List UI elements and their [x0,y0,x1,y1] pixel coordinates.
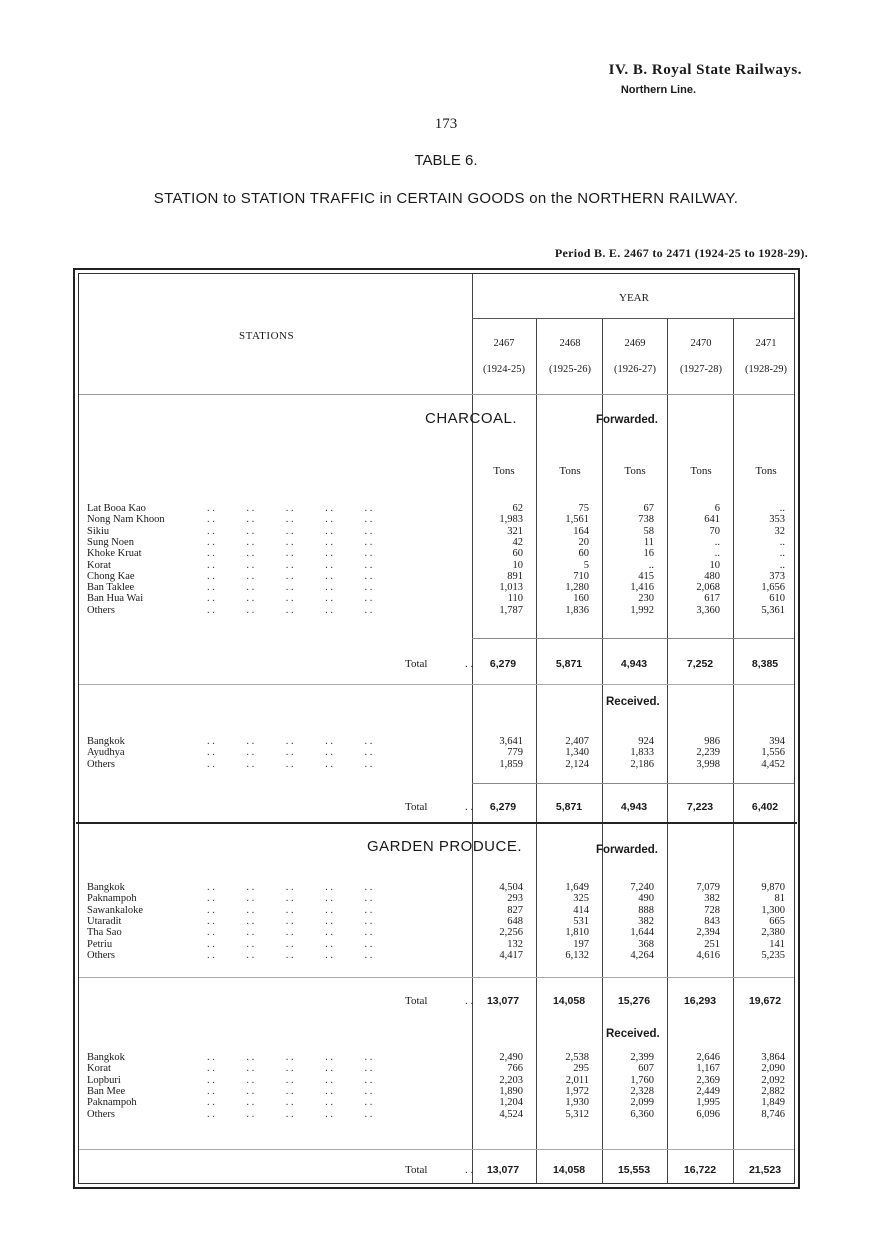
leader-dots: . . . . . . . . . . [207,938,373,950]
value-cell: 5,312 [565,1108,589,1120]
value-cell: 81 [774,893,785,905]
station-name: Sikiu [87,525,110,537]
station-name: Ban Taklee [87,582,135,594]
table-row [87,548,799,559]
station-name: Others [87,949,115,961]
value-cell: 6,096 [696,1108,720,1120]
year-rule [472,318,794,319]
subtotal-rule [472,783,794,784]
value-cell: 197 [573,938,589,950]
table-row [87,759,799,770]
value-cell: 3,641 [499,736,523,747]
leader-dots: . . . . . . . . . . [207,548,373,560]
year-cell: 2470 [690,338,712,349]
value-cell: 42 [512,536,523,548]
value-cell: 16 [643,548,654,560]
station-name: Nong Nam Khoon [87,514,165,526]
leader-dots: . . . . . . . . . . [207,915,373,927]
value-cell: 4,264 [630,949,654,961]
table-row [87,736,799,747]
value-cell: 1,890 [499,1085,523,1097]
table-row [87,1109,799,1120]
leader-dots: . . . . . . . . . . [207,1085,373,1097]
value-cell: 610 [769,593,785,605]
station-name: Khoke Kruat [87,548,142,560]
table-row [87,1086,799,1097]
value-cell: 1,992 [630,604,654,616]
leader-dots: . . . . . . . . . . [207,736,373,747]
value-cell: 5,235 [761,949,785,961]
value-cell: 2,380 [761,927,785,939]
value-cell: 6 [714,503,720,514]
value-cell: 1,995 [696,1097,720,1109]
total-value-cell: 15,553 [617,1164,651,1176]
table-frame [73,268,800,1189]
value-cell: 617 [704,593,720,605]
station-name: Petriu [87,938,113,950]
value-cell: 2,256 [499,927,523,939]
value-cell: 1,849 [761,1097,785,1109]
total-value-cell: 13,077 [486,995,520,1007]
stations-header: STATIONS [239,330,295,342]
value-cell: 827 [507,904,523,916]
value-cell: 2,090 [761,1063,785,1075]
value-cell: 648 [507,915,523,927]
value-cell: 710 [573,570,589,582]
table-row [87,605,799,616]
value-cell: 382 [704,893,720,905]
station-name: Tha Sao [87,927,122,939]
value-cell: 382 [638,915,654,927]
year-cell: 2467 [493,338,515,349]
station-name: Ayudhya [87,747,125,759]
value-cell: 738 [638,514,654,526]
value-cell: 1,810 [565,927,589,939]
value-cell: 1,972 [565,1085,589,1097]
value-cell: 843 [704,915,720,927]
value-cell: .. [779,536,785,548]
value-cell: 2,239 [696,747,720,759]
table-row [87,950,799,961]
leader-dots: . . . . . . . . . . [207,758,373,770]
value-cell: 1,644 [630,927,654,939]
value-cell: 1,836 [565,604,589,616]
value-cell: 1,416 [630,582,654,594]
station-name: Others [87,604,115,616]
leader-dots: . . . . . . . . . . [207,604,373,616]
value-cell: 888 [638,904,654,916]
value-cell: 75 [578,503,589,514]
value-cell: 3,998 [696,758,720,770]
value-cell: 7,079 [696,882,720,893]
station-name: Chong Kae [87,570,135,582]
total-label: Total [405,658,428,670]
value-cell: 293 [507,893,523,905]
header-section: IV. B. Royal State Railways. [608,62,802,78]
table-row [87,939,799,950]
total-row [87,994,799,1008]
leader-dots: . . . . . . . . . . [207,1097,373,1109]
total-row [87,800,799,814]
total-value-cell: 4,943 [620,801,648,813]
value-cell: 58 [643,525,654,537]
period-cell: (1928-29) [745,364,787,375]
table-row [87,1063,799,1074]
table-title: STATION to STATION TRAFFIC in CERTAIN GOODS on the NORTHERN RAILWAY. [153,190,739,207]
value-cell: 6,132 [565,949,589,961]
value-cell: 1,859 [499,758,523,770]
value-cell: 4,524 [499,1108,523,1120]
value-cell: 2,011 [565,1074,589,1086]
total-value-cell: 8,385 [751,658,779,670]
page-number: 173 [434,116,458,132]
table-row [87,916,799,927]
value-cell: 11 [643,536,654,548]
leader-dots: . . . . . . . . . . [207,559,373,571]
total-value-cell: 7,223 [686,801,714,813]
table-row [87,893,799,904]
total-value-cell: 19,672 [748,995,782,1007]
leader-dots: . . . . . . . . . . [207,927,373,939]
value-cell: 10 [512,559,523,571]
station-name: Paknampoh [87,1097,137,1109]
station-name: Lopburi [87,1074,121,1086]
table-row [87,1075,799,1086]
value-cell: 394 [769,736,785,747]
subtotal-rule [79,977,794,978]
table-row [87,747,799,758]
leader-dots: . . . . . . . . . . [207,525,373,537]
total-row [87,1163,799,1177]
value-cell: 10 [709,559,720,571]
total-value-cell: 5,871 [555,658,583,670]
station-name: Others [87,758,115,770]
leader-dots: . . . . . . . . . . [207,1074,373,1086]
station-name: Bangkok [87,882,125,893]
value-cell: .. [648,559,654,571]
value-cell: 353 [769,514,785,526]
value-cell: 1,787 [499,604,523,616]
period-cell: (1925-26) [549,364,591,375]
total-value-cell: 21,523 [748,1164,782,1176]
period-line: Period B. E. 2467 to 2471 (1924-25 to 1928-29). [554,246,808,260]
total-value-cell: 6,279 [489,801,517,813]
value-cell: 665 [769,915,785,927]
station-name: Bangkok [87,736,125,747]
value-cell: .. [779,548,785,560]
value-cell: 325 [573,893,589,905]
value-cell: 2,646 [696,1052,720,1063]
value-cell: 32 [774,525,785,537]
value-cell: 251 [704,938,720,950]
header-rule [79,394,794,395]
leader-dots: . . . . . . . . . . [207,570,373,582]
value-cell: 1,561 [565,514,589,526]
table-row [87,1052,799,1063]
charcoal-title: CHARCOAL. [425,410,518,427]
year-cell: 2468 [559,338,581,349]
value-cell: 728 [704,904,720,916]
value-cell: 4,417 [499,949,523,961]
period-cell: (1924-25) [483,364,525,375]
total-label: Total [405,995,428,1007]
value-cell: 2,449 [696,1085,720,1097]
unit-cell: Tons [559,465,581,477]
value-cell: 295 [573,1063,589,1075]
leader-dots: . . . . . . . . . . [207,514,373,526]
leader-dots: . . . . . . . . . . [207,949,373,961]
table-row [87,526,799,537]
table-row [87,927,799,938]
year-header: YEAR [619,292,649,304]
value-cell: 60 [578,548,589,560]
value-cell: 141 [769,938,785,950]
value-cell: 480 [704,570,720,582]
total-value-cell: 13,077 [486,1164,520,1176]
value-cell: 779 [507,747,523,759]
value-cell: 1,300 [761,904,785,916]
value-cell: 60 [512,548,523,560]
total-value-cell: 14,058 [552,1164,586,1176]
value-cell: 9,870 [761,882,785,893]
value-cell: 2,407 [565,736,589,747]
table-body [78,273,795,1184]
year-cell: 2469 [624,338,646,349]
value-cell: 2,538 [565,1052,589,1063]
table-row [87,571,799,582]
value-cell: 3,360 [696,604,720,616]
total-value-cell: 15,276 [617,995,651,1007]
garden-forwarded-label: Forwarded. [596,844,658,856]
leader-dots: . . . . . . . . . . [207,503,373,514]
station-name: Ban Mee [87,1085,126,1097]
leader-dots: . . . . . . . . . . [207,1063,373,1075]
leader-dots: . . . . . . . . . . [207,1108,373,1120]
total-value-cell: 16,293 [683,995,717,1007]
value-cell: 1,833 [630,747,654,759]
table-row [87,905,799,916]
table-row [87,537,799,548]
value-cell: 2,203 [499,1074,523,1086]
value-cell: 6,360 [630,1108,654,1120]
table-row [87,582,799,593]
value-cell: 607 [638,1063,654,1075]
value-cell: 160 [573,593,589,605]
leader-dots: . . . . . . . . . . [207,1052,373,1063]
table-row [87,882,799,893]
value-cell: 230 [638,593,654,605]
leader-dots: . . . . . . . . . . [207,747,373,759]
value-cell: 1,930 [565,1097,589,1109]
subtotal-rule [472,638,794,639]
station-name: Utaradit [87,915,122,927]
value-cell: 1,340 [565,747,589,759]
total-label: Total [405,801,428,813]
total-value-cell: 6,402 [751,801,779,813]
value-cell: 2,068 [696,582,720,594]
table-label: TABLE 6. [414,152,478,169]
leader-dots: . . . . . . . . . . [207,904,373,916]
value-cell: 2,399 [630,1052,654,1063]
value-cell: 415 [638,570,654,582]
leader-dots: . . . . . . . . . . [207,582,373,594]
value-cell: 2,328 [630,1085,654,1097]
value-cell: 2,092 [761,1074,785,1086]
section-divider [76,822,797,824]
garden-title: GARDEN PRODUCE. [367,838,523,855]
value-cell: 986 [704,736,720,747]
table-row [87,514,799,525]
garden-received-label: Received. [606,1028,660,1040]
value-cell: 1,656 [761,582,785,594]
value-cell: 1,013 [499,582,523,594]
value-cell: 1,204 [499,1097,523,1109]
section-rule [79,684,794,685]
unit-cell: Tons [690,465,712,477]
value-cell: 164 [573,525,589,537]
value-cell: 20 [578,536,589,548]
station-name: Sawankaloke [87,904,143,916]
unit-cell: Tons [755,465,777,477]
unit-cell: Tons [493,465,515,477]
value-cell: 1,649 [565,882,589,893]
value-cell: 490 [638,893,654,905]
value-cell: 1,280 [565,582,589,594]
station-name: Bangkok [87,1052,125,1063]
value-cell: 2,186 [630,758,654,770]
leader-dots: . . . . . . . . . . [207,882,373,893]
value-cell: 1,760 [630,1074,654,1086]
value-cell: 2,099 [630,1097,654,1109]
leader-dots: . . . . . . . . . . [207,593,373,605]
value-cell: 766 [507,1063,523,1075]
total-value-cell: 4,943 [620,658,648,670]
value-cell: 2,394 [696,927,720,939]
value-cell: 891 [507,570,523,582]
value-cell: 62 [512,503,523,514]
station-name: Lat Booa Kao [87,503,146,514]
header-subsection: Northern Line. [620,84,696,96]
leader-dots: . . [465,1164,474,1176]
value-cell: 4,504 [499,882,523,893]
value-cell: 373 [769,570,785,582]
year-cell: 2471 [755,338,777,349]
station-name: Korat [87,1063,111,1075]
table-row [87,560,799,571]
value-cell: .. [779,503,785,514]
total-label: Total [405,1164,428,1176]
leader-dots: . . [465,658,474,670]
station-name: Korat [87,559,111,571]
value-cell: 321 [507,525,523,537]
value-cell: 5 [583,559,589,571]
value-cell: 1,983 [499,514,523,526]
station-name: Others [87,1108,115,1120]
total-value-cell: 14,058 [552,995,586,1007]
total-row [87,657,799,671]
value-cell: 8,746 [761,1108,785,1120]
value-cell: 1,167 [696,1063,720,1075]
total-value-cell: 7,252 [686,658,714,670]
value-cell: .. [779,559,785,571]
period-cell: (1927-28) [680,364,722,375]
unit-cell: Tons [624,465,646,477]
total-value-cell: 16,722 [683,1164,717,1176]
value-cell: 2,124 [565,758,589,770]
leader-dots: . . . . . . . . . . [207,893,373,905]
value-cell: 132 [507,938,523,950]
charcoal-forwarded-label: Forwarded. [596,414,658,426]
value-cell: 924 [638,736,654,747]
station-name: Sung Noen [87,536,134,548]
value-cell: 414 [573,904,589,916]
value-cell: 368 [638,938,654,950]
value-cell: 531 [573,915,589,927]
subtotal-rule [79,1149,794,1150]
value-cell: 2,490 [499,1052,523,1063]
value-cell: 2,369 [696,1074,720,1086]
value-cell: 7,240 [630,882,654,893]
charcoal-received-label: Received. [606,696,660,708]
value-cell: 1,556 [761,747,785,759]
table-row [87,503,799,514]
table-row [87,593,799,604]
value-cell: 641 [704,514,720,526]
value-cell: .. [714,536,720,548]
leader-dots: . . [465,995,474,1007]
value-cell: 4,616 [696,949,720,961]
value-cell: 4,452 [761,758,785,770]
value-cell: 3,864 [761,1052,785,1063]
value-cell: 5,361 [761,604,785,616]
table-row [87,1097,799,1108]
total-value-cell: 6,279 [489,658,517,670]
station-name: Ban Hua Wai [87,593,144,605]
value-cell: .. [714,548,720,560]
value-cell: 2,882 [761,1085,785,1097]
period-cell: (1926-27) [614,364,656,375]
total-value-cell: 5,871 [555,801,583,813]
value-cell: 110 [507,593,523,605]
station-name: Paknampoh [87,893,137,905]
leader-dots: . . . . . . . . . . [207,536,373,548]
leader-dots: . . [465,801,474,813]
value-cell: 70 [709,525,720,537]
value-cell: 67 [643,503,654,514]
